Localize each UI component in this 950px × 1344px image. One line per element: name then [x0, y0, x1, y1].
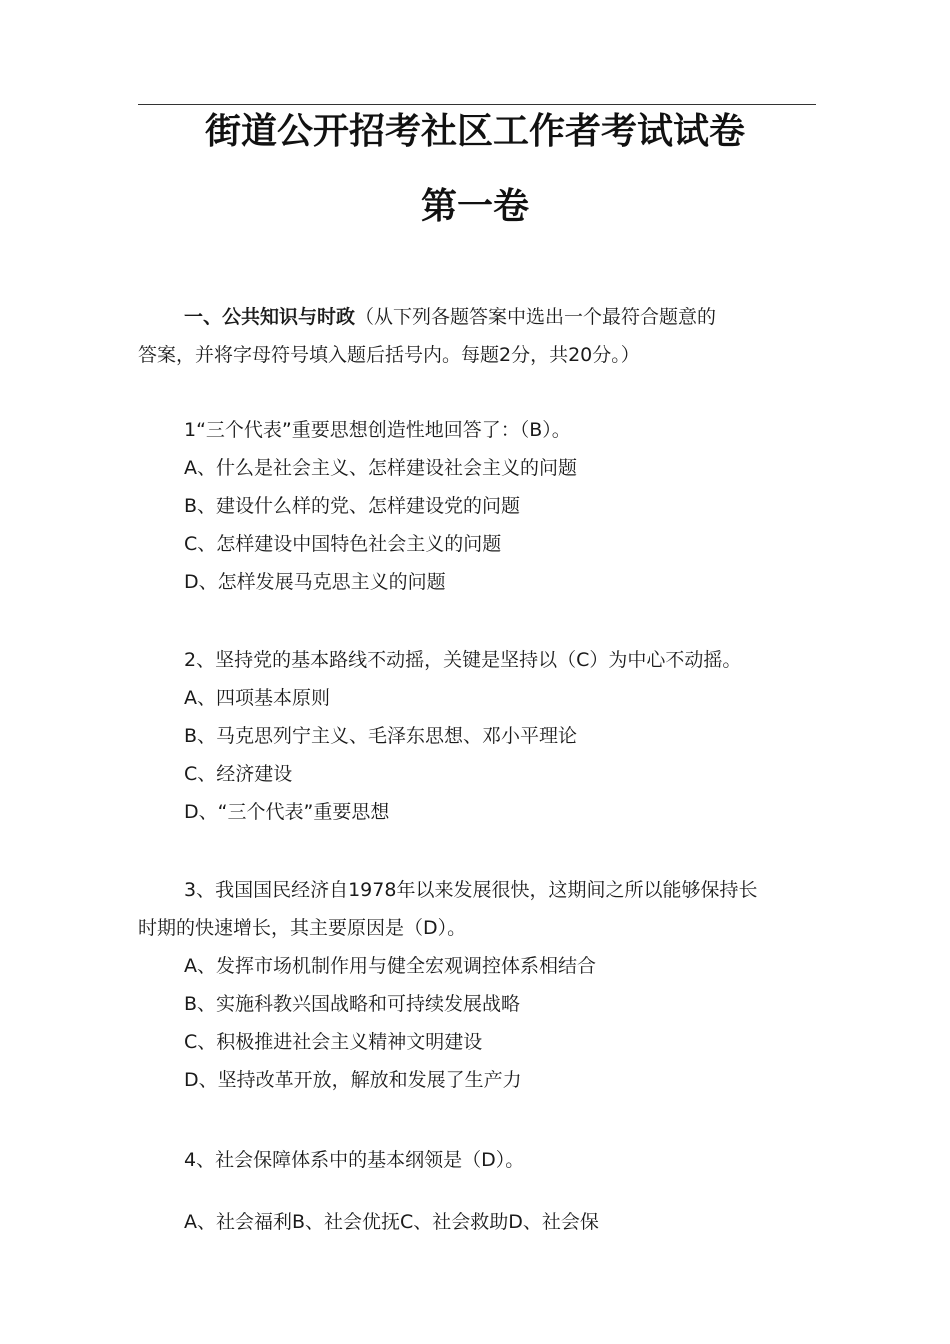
question-3-option-d: D、坚持改革开放，解放和发展了生产力 [184, 1069, 522, 1091]
exam-subtitle: 第一卷 [420, 186, 529, 227]
section-heading: 一、公共知识与时政 [184, 306, 356, 328]
question-2-option-d: D、“三个代表”重要思想 [184, 801, 390, 823]
question-2-stem: 2、坚持党的基本路线不动摇，关键是坚持以（C）为中心不动摇。 [184, 649, 742, 671]
section-heading-line [184, 304, 716, 330]
question-2-option-b: B、马克思列宁主义、毛泽东思想、邓小平理论 [184, 725, 578, 747]
question-2-option-c: C、经济建设 [184, 763, 293, 785]
question-1-option-a: A、什么是社会主义、怎样建设社会主义的问题 [184, 457, 577, 479]
section-instructions-1: （从下列各题答案中选出一个最符合题意的 [355, 306, 717, 328]
section-instructions-2: 答案，并将字母符号填入题后括号内。每题2分，共20分。） [138, 344, 640, 366]
question-3-option-a: A、发挥市场机制作用与健全宏观调控体系相结合 [184, 955, 596, 977]
question-4-stem: 4、社会保障体系中的基本纲领是（D）。 [184, 1149, 525, 1171]
question-3-option-c: C、积极推进社会主义精神文明建设 [184, 1031, 483, 1053]
header-rule [138, 104, 816, 105]
question-3-option-b: B、实施科教兴国战略和可持续发展战略 [184, 993, 521, 1015]
question-2-option-a: A、四项基本原则 [184, 687, 330, 709]
question-1-option-c: C、怎样建设中国特色社会主义的问题 [184, 533, 502, 555]
question-1-option-b: B、建设什么样的党、怎样建设党的问题 [184, 495, 521, 517]
question-3-stem-2: 时期的快速增长，其主要原因是（D）。 [138, 917, 467, 939]
question-1-option-d: D、怎样发展马克思主义的问题 [184, 571, 446, 593]
question-4-options: A、社会福利B、社会优抚C、社会救助D、社会保 [184, 1211, 599, 1233]
question-1-stem: 1“三个代表”重要思想创造性地回答了：（B）。 [184, 419, 571, 441]
question-3-stem-1: 3、我国国民经济自1978年以来发展很快，这期间之所以能够保持长 [184, 879, 758, 901]
exam-title: 街道公开招考社区工作者考试试卷 [204, 111, 745, 152]
